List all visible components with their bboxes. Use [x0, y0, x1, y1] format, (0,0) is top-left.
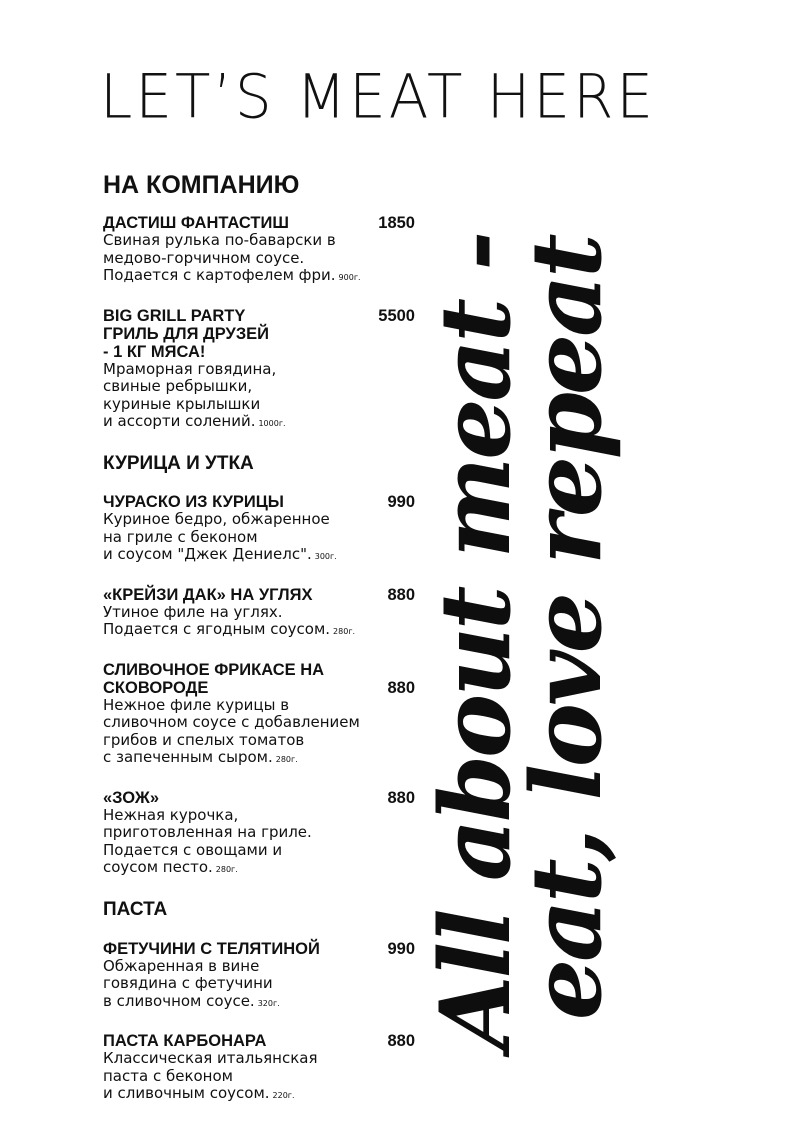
menu-item: [103, 661, 423, 769]
slogan: [419, 50, 624, 1050]
item-price: 990: [387, 939, 415, 958]
item-weight: 280г.: [333, 627, 356, 637]
item-name: ФЕТУЧИНИ С ТЕЛЯТИНОЙ: [103, 939, 320, 958]
item-name: ЧУРАСКО ИЗ КУРИЦЫ: [103, 493, 284, 512]
item-weight: 280г.: [215, 865, 238, 875]
item-price: 990: [387, 493, 415, 512]
menu-section: [103, 899, 423, 1105]
menu-list: [103, 170, 423, 1125]
item-name: ДАСТИШ ФАНТАСТИШ: [103, 214, 289, 232]
section-title: КУРИЦА И УТКА: [103, 452, 254, 474]
item-description: Мраморная говядина, свиные ребрышки, куриные крылышки и ассорти солений.: [103, 359, 277, 430]
section-title: НА КОМПАНИЮ: [103, 171, 300, 199]
item-price: 880: [387, 788, 415, 807]
slogan-line-2: eat, love repeat: [510, 236, 624, 1020]
menu-item: [103, 1032, 423, 1105]
item-name: СЛИВОЧНОЕ ФРИКАСЕ НА СКОВОРОДЕ: [103, 660, 325, 697]
item-weight: 300г.: [314, 552, 337, 562]
item-weight: 1000г.: [258, 419, 286, 428]
item-weight: 220г.: [272, 1091, 295, 1101]
menu-item: [103, 493, 423, 566]
menu-item: [103, 789, 423, 879]
item-weight: 900г.: [338, 273, 361, 282]
item-price: 880: [387, 585, 415, 604]
item-price: 5500: [378, 306, 415, 325]
menu-item: [103, 940, 423, 1013]
item-name: «ЗОЖ»: [103, 788, 160, 807]
item-weight: 320г.: [257, 998, 280, 1008]
item-name: ПАСТА КАРБОНАРА: [103, 1032, 267, 1051]
item-description: Обжаренная в вине говядина с фетучини в сливочном соусе.: [103, 956, 273, 1010]
menu-section: [103, 170, 423, 433]
item-description: Нежное филе курицы в сливочном соусе с добавлением грибов и спелых томатов с запеченным сыром.: [103, 695, 360, 767]
menu-section: [103, 453, 423, 879]
slogan-line-1: All about meat -: [419, 233, 532, 1050]
item-price: 880: [387, 1032, 415, 1051]
menu-item: [103, 307, 423, 433]
item-name: BIG GRILL PARTY ГРИЛЬ ДЛЯ ДРУЗЕЙ - 1 КГ МЯСА!: [103, 306, 270, 361]
menu-item: [103, 586, 423, 641]
item-description: Нежная курочка, приготовленная на гриле. Подается с овощами и соусом песто.: [103, 805, 312, 877]
page-title: LET’S MEAT HERE: [100, 60, 657, 133]
item-price: 1850: [378, 214, 415, 232]
item-description: Утиное филе на углях. Подается с ягодным соусом.: [103, 602, 331, 639]
item-weight: 280г.: [275, 755, 298, 765]
item-price: 880: [387, 678, 415, 697]
item-name: «КРЕЙЗИ ДАК» НА УГЛЯХ: [103, 585, 313, 604]
section-title: ПАСТА: [103, 898, 168, 920]
item-description: Классическая итальянская паста с беконом и сливочным соусом.: [103, 1049, 318, 1103]
item-description: Свиная рулька по-баварски в медово-горчичном соусе. Подается с картофелем фри.: [103, 231, 336, 284]
menu-item: [103, 214, 423, 287]
item-description: Куриное бедро, обжаренное на гриле с беконом и соусом "Джек Дениелс".: [103, 510, 330, 564]
